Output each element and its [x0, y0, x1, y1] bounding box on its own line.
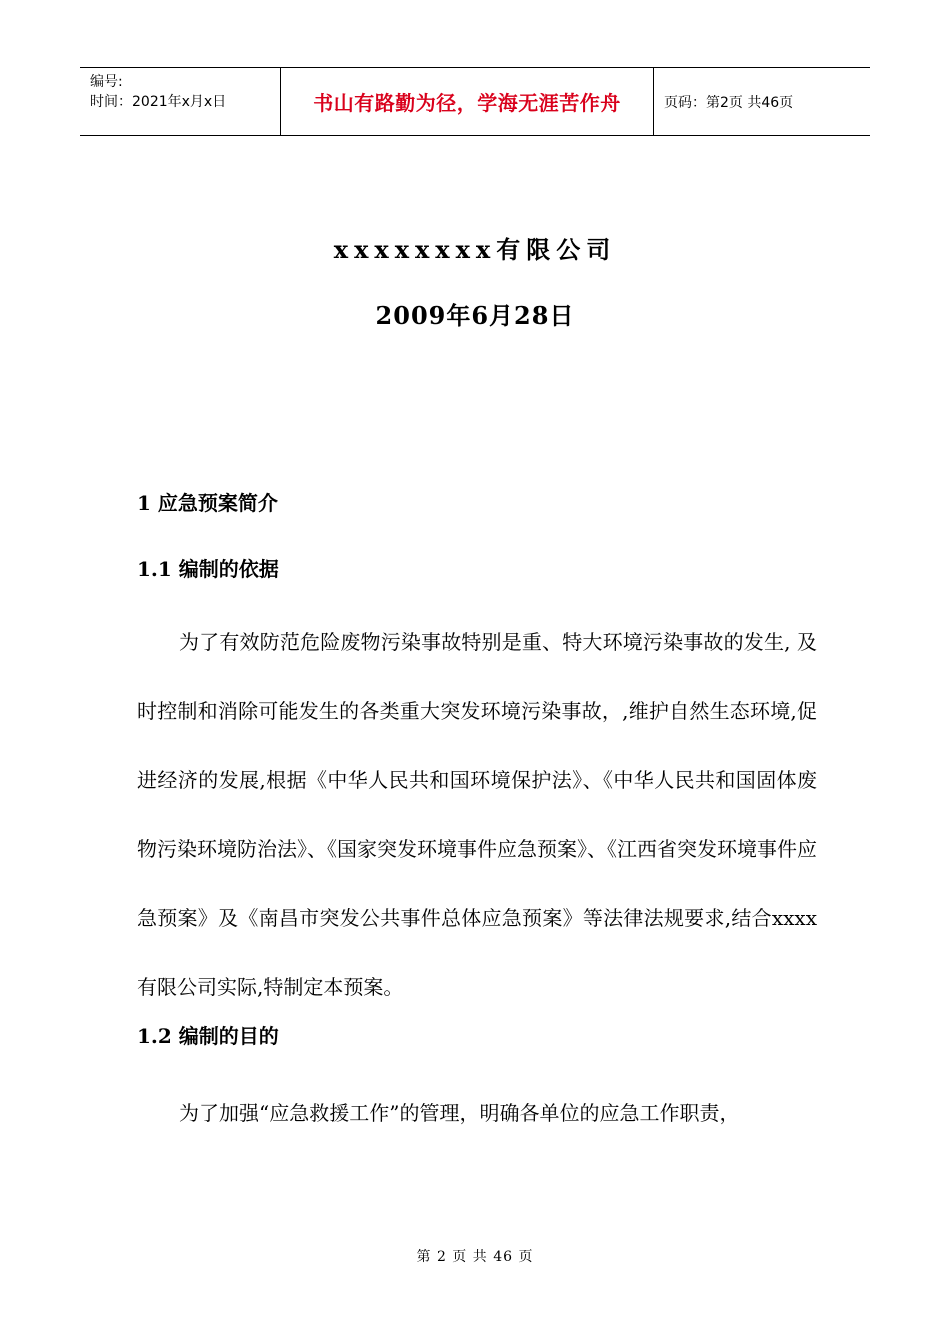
page-footer: 第 2 页 共 46 页	[416, 1249, 534, 1265]
document-body	[137, 485, 817, 1148]
time-label: 时间：2021年x月x日	[90, 94, 227, 110]
company-name: xxxxxxxx有限公司	[333, 235, 617, 264]
number-label: 编号:	[90, 74, 123, 90]
header-meta	[80, 68, 280, 135]
page-header	[80, 67, 870, 136]
section-1-1-paragraph: 为了有效防范危险废物污染事故特别是重、特大环境污染事故的发生, 及时控制和消除可能发生的各类重大突发环境污染事故，,维护自然生态环境,促进经济的发展,根据《中华人民共和国环境保护法》、《中华人民共和国固体废物污染环境防治法》、《国家突发环境事件应急预案》、《江西省突发环境事件应急预案》及《南昌市突发公共事件总体应急预案》等法律法规要求,结合xxxx有限公司实际,特制定本预案。	[137, 630, 817, 999]
page-info-text: 页码：第2页 共46页	[664, 94, 794, 111]
motto-text: 书山有路勤为径，学海无涯苦作舟	[313, 91, 621, 115]
header-page-info	[654, 68, 870, 135]
section-1-2-title: 1.2 编制的目的	[137, 1024, 279, 1048]
section-1-2-paragraph: 为了加强“应急救援工作”的管理，明确各单位的应急工作职责，	[179, 1101, 740, 1125]
document-date: 2009年6月28日	[375, 301, 575, 330]
section-1-1-title: 1.1 编制的依据	[137, 557, 279, 581]
section-1-title: 1 应急预案简介	[137, 491, 278, 515]
header-motto-cell	[280, 68, 654, 135]
